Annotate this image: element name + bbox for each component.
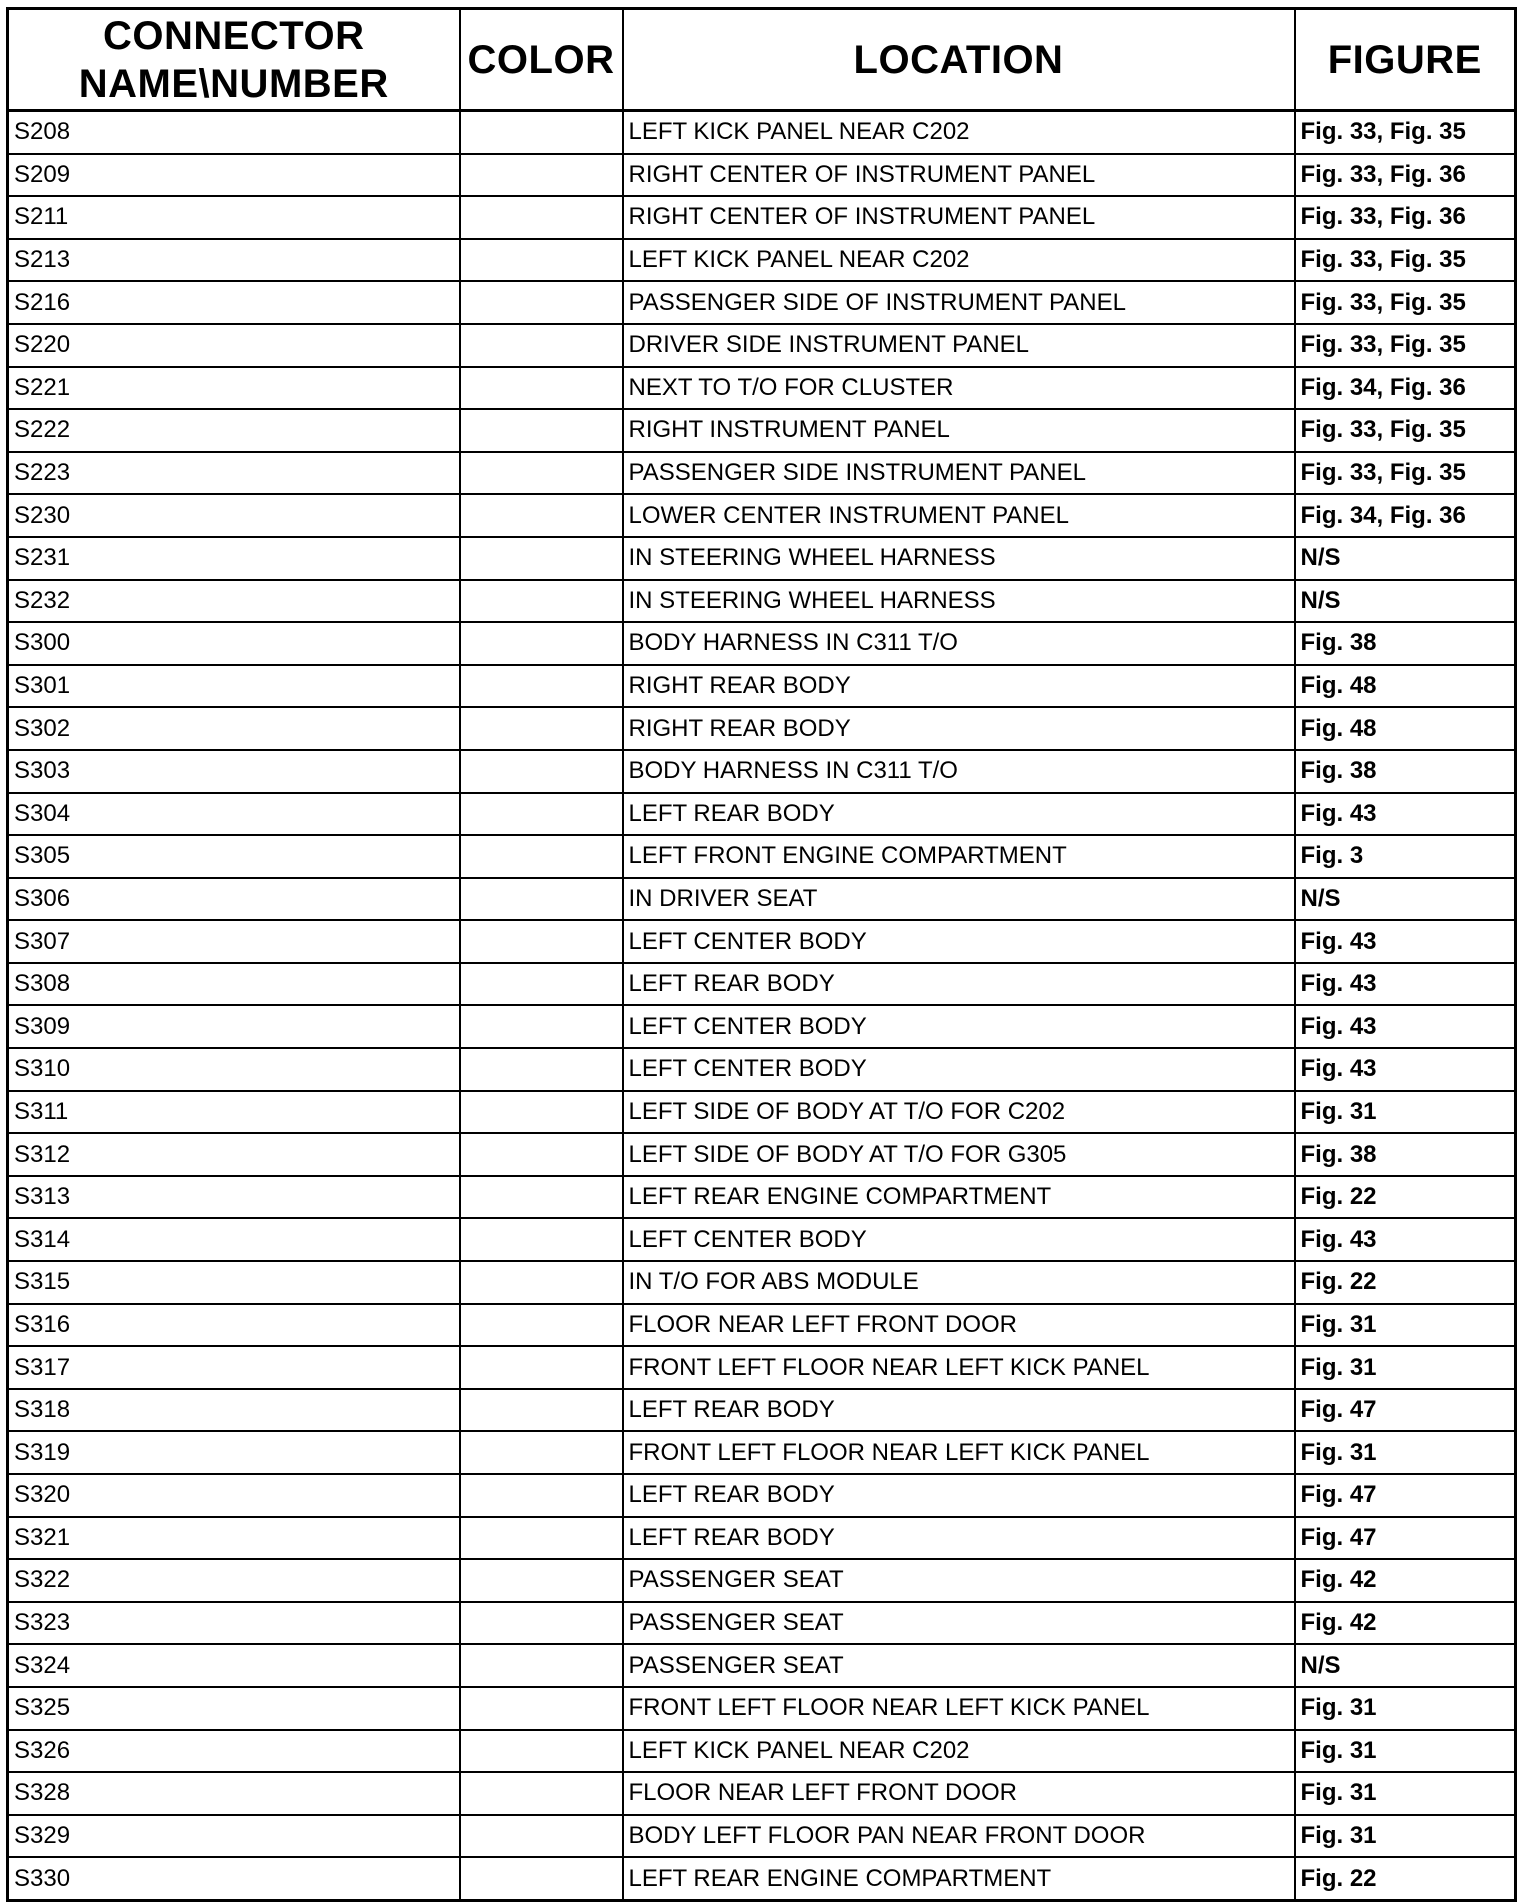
location-cell: PASSENGER SEAT <box>623 1644 1295 1687</box>
location-cell: FLOOR NEAR LEFT FRONT DOOR <box>623 1772 1295 1815</box>
figure-cell: Fig. 31 <box>1295 1304 1516 1347</box>
figure-cell: N/S <box>1295 580 1516 623</box>
figure-cell: Fig. 47 <box>1295 1517 1516 1560</box>
figure-cell: Fig. 22 <box>1295 1176 1516 1219</box>
figure-cell: Fig. 38 <box>1295 622 1516 665</box>
color-cell <box>460 1133 623 1176</box>
connector-name-cell: S303 <box>8 750 460 793</box>
table-row <box>8 452 1516 495</box>
color-cell <box>460 1176 623 1219</box>
figure-cell: Fig. 43 <box>1295 1005 1516 1048</box>
connector-name-cell: S325 <box>8 1687 460 1730</box>
connector-name-cell: S306 <box>8 878 460 921</box>
table-row <box>8 1815 1516 1858</box>
location-cell: LEFT REAR BODY <box>623 1517 1295 1560</box>
color-cell <box>460 793 623 836</box>
location-cell: BODY LEFT FLOOR PAN NEAR FRONT DOOR <box>623 1815 1295 1858</box>
table-row <box>8 409 1516 452</box>
connector-name-cell: S209 <box>8 154 460 197</box>
color-cell <box>460 452 623 495</box>
table-row <box>8 878 1516 921</box>
connector-name-cell: S208 <box>8 111 460 154</box>
color-cell <box>460 1474 623 1517</box>
location-cell: PASSENGER SEAT <box>623 1602 1295 1645</box>
table-row <box>8 324 1516 367</box>
location-cell: LEFT CENTER BODY <box>623 1218 1295 1261</box>
color-cell <box>460 580 623 623</box>
connector-name-cell: S323 <box>8 1602 460 1645</box>
table-row <box>8 1772 1516 1815</box>
table-row <box>8 281 1516 324</box>
table-row <box>8 1687 1516 1730</box>
location-cell: DRIVER SIDE INSTRUMENT PANEL <box>623 324 1295 367</box>
connector-name-cell: S301 <box>8 665 460 708</box>
color-cell <box>460 1389 623 1432</box>
connector-name-cell: S308 <box>8 963 460 1006</box>
table-row <box>8 1133 1516 1176</box>
color-cell <box>460 494 623 537</box>
location-cell: LEFT CENTER BODY <box>623 1005 1295 1048</box>
header-color: COLOR <box>460 9 623 111</box>
location-cell: LEFT KICK PANEL NEAR C202 <box>623 111 1295 154</box>
location-cell: LEFT SIDE OF BODY AT T/O FOR C202 <box>623 1091 1295 1134</box>
location-cell: BODY HARNESS IN C311 T/O <box>623 750 1295 793</box>
connector-name-cell: S213 <box>8 239 460 282</box>
location-cell: RIGHT REAR BODY <box>623 665 1295 708</box>
figure-cell: Fig. 22 <box>1295 1261 1516 1304</box>
table-row <box>8 196 1516 239</box>
connector-name-cell: S305 <box>8 835 460 878</box>
figure-cell: Fig. 48 <box>1295 665 1516 708</box>
connector-name-cell: S328 <box>8 1772 460 1815</box>
location-cell: LEFT SIDE OF BODY AT T/O FOR G305 <box>623 1133 1295 1176</box>
figure-cell: Fig. 31 <box>1295 1772 1516 1815</box>
color-cell <box>460 1730 623 1773</box>
color-cell <box>460 154 623 197</box>
connector-name-cell: S211 <box>8 196 460 239</box>
connector-name-cell: S322 <box>8 1559 460 1602</box>
location-cell: LEFT KICK PANEL NEAR C202 <box>623 239 1295 282</box>
table-header <box>8 9 1516 111</box>
figure-cell: Fig. 42 <box>1295 1602 1516 1645</box>
color-cell <box>460 665 623 708</box>
connector-name-cell: S329 <box>8 1815 460 1858</box>
color-cell <box>460 1517 623 1560</box>
header-row <box>8 9 1516 111</box>
connector-name-cell: S309 <box>8 1005 460 1048</box>
table-row <box>8 494 1516 537</box>
location-cell: FRONT LEFT FLOOR NEAR LEFT KICK PANEL <box>623 1346 1295 1389</box>
color-cell <box>460 1431 623 1474</box>
connector-name-cell: S311 <box>8 1091 460 1134</box>
color-cell <box>460 963 623 1006</box>
figure-cell: Fig. 33, Fig. 35 <box>1295 324 1516 367</box>
location-cell: FLOOR NEAR LEFT FRONT DOOR <box>623 1304 1295 1347</box>
table-row <box>8 537 1516 580</box>
figure-cell: Fig. 33, Fig. 35 <box>1295 281 1516 324</box>
table-row <box>8 1005 1516 1048</box>
figure-cell: Fig. 34, Fig. 36 <box>1295 367 1516 410</box>
table-row <box>8 1730 1516 1773</box>
location-cell: IN T/O FOR ABS MODULE <box>623 1261 1295 1304</box>
figure-cell: Fig. 31 <box>1295 1431 1516 1474</box>
location-cell: RIGHT REAR BODY <box>623 707 1295 750</box>
header-connector-name <box>8 9 460 111</box>
color-cell <box>460 409 623 452</box>
color-cell <box>460 1005 623 1048</box>
location-cell: IN DRIVER SEAT <box>623 878 1295 921</box>
table-row <box>8 1304 1516 1347</box>
figure-cell: Fig. 48 <box>1295 707 1516 750</box>
table-row <box>8 963 1516 1006</box>
location-cell: RIGHT CENTER OF INSTRUMENT PANEL <box>623 154 1295 197</box>
color-cell <box>460 1857 623 1900</box>
connector-name-cell: S320 <box>8 1474 460 1517</box>
color-cell <box>460 1048 623 1091</box>
figure-cell: Fig. 31 <box>1295 1730 1516 1773</box>
color-cell <box>460 1815 623 1858</box>
color-cell <box>460 196 623 239</box>
connector-name-cell: S319 <box>8 1431 460 1474</box>
location-cell: PASSENGER SIDE INSTRUMENT PANEL <box>623 452 1295 495</box>
connector-name-cell: S220 <box>8 324 460 367</box>
header-connector-line2: NAME\NUMBER <box>78 61 389 106</box>
color-cell <box>460 920 623 963</box>
color-cell <box>460 1602 623 1645</box>
figure-cell: Fig. 38 <box>1295 1133 1516 1176</box>
location-cell: PASSENGER SEAT <box>623 1559 1295 1602</box>
table-row <box>8 1389 1516 1432</box>
color-cell <box>460 835 623 878</box>
table-row <box>8 665 1516 708</box>
figure-cell: N/S <box>1295 537 1516 580</box>
connector-name-cell: S312 <box>8 1133 460 1176</box>
table-row <box>8 1431 1516 1474</box>
color-cell <box>460 1687 623 1730</box>
figure-cell: Fig. 34, Fig. 36 <box>1295 494 1516 537</box>
color-cell <box>460 622 623 665</box>
table-row <box>8 835 1516 878</box>
connector-name-cell: S310 <box>8 1048 460 1091</box>
connector-name-cell: S315 <box>8 1261 460 1304</box>
color-cell <box>460 1346 623 1389</box>
connector-name-cell: S231 <box>8 537 460 580</box>
table-row <box>8 580 1516 623</box>
figure-cell: Fig. 47 <box>1295 1389 1516 1432</box>
figure-cell: Fig. 33, Fig. 35 <box>1295 452 1516 495</box>
location-cell: FRONT LEFT FLOOR NEAR LEFT KICK PANEL <box>623 1687 1295 1730</box>
color-cell <box>460 1772 623 1815</box>
table-row <box>8 707 1516 750</box>
figure-cell: Fig. 33, Fig. 36 <box>1295 196 1516 239</box>
connector-name-cell: S216 <box>8 281 460 324</box>
table-row <box>8 1474 1516 1517</box>
color-cell <box>460 1218 623 1261</box>
connector-name-cell: S313 <box>8 1176 460 1219</box>
figure-cell: Fig. 43 <box>1295 793 1516 836</box>
connector-name-cell: S316 <box>8 1304 460 1347</box>
location-cell: IN STEERING WHEEL HARNESS <box>623 580 1295 623</box>
connector-name-cell: S318 <box>8 1389 460 1432</box>
connector-name-cell: S330 <box>8 1857 460 1900</box>
table-row <box>8 154 1516 197</box>
figure-cell: Fig. 43 <box>1295 963 1516 1006</box>
table-row <box>8 1261 1516 1304</box>
location-cell: LEFT KICK PANEL NEAR C202 <box>623 1730 1295 1773</box>
figure-cell: Fig. 43 <box>1295 1218 1516 1261</box>
table-row <box>8 111 1516 154</box>
location-cell: LEFT CENTER BODY <box>623 920 1295 963</box>
location-cell: LEFT REAR BODY <box>623 963 1295 1006</box>
figure-cell: Fig. 43 <box>1295 920 1516 963</box>
figure-cell: Fig. 47 <box>1295 1474 1516 1517</box>
color-cell <box>460 878 623 921</box>
figure-cell: N/S <box>1295 1644 1516 1687</box>
color-cell <box>460 707 623 750</box>
location-cell: BODY HARNESS IN C311 T/O <box>623 622 1295 665</box>
table-row <box>8 1218 1516 1261</box>
table-row <box>8 1048 1516 1091</box>
connector-name-cell: S222 <box>8 409 460 452</box>
table-row <box>8 622 1516 665</box>
location-cell: RIGHT CENTER OF INSTRUMENT PANEL <box>623 196 1295 239</box>
connector-name-cell: S230 <box>8 494 460 537</box>
table-row <box>8 1857 1516 1900</box>
color-cell <box>460 1644 623 1687</box>
location-cell: LEFT FRONT ENGINE COMPARTMENT <box>623 835 1295 878</box>
connector-name-cell: S326 <box>8 1730 460 1773</box>
table-row <box>8 1346 1516 1389</box>
table-row <box>8 1176 1516 1219</box>
table-row <box>8 1602 1516 1645</box>
color-cell <box>460 1304 623 1347</box>
connector-name-cell: S232 <box>8 580 460 623</box>
color-cell <box>460 1091 623 1134</box>
figure-cell: Fig. 33, Fig. 35 <box>1295 239 1516 282</box>
connector-name-cell: S304 <box>8 793 460 836</box>
connector-name-cell: S321 <box>8 1517 460 1560</box>
table-row <box>8 367 1516 410</box>
color-cell <box>460 1261 623 1304</box>
location-cell: LEFT REAR BODY <box>623 1474 1295 1517</box>
connector-name-cell: S221 <box>8 367 460 410</box>
connector-name-cell: S223 <box>8 452 460 495</box>
figure-cell: N/S <box>1295 878 1516 921</box>
table-row <box>8 750 1516 793</box>
color-cell <box>460 750 623 793</box>
location-cell: NEXT TO T/O FOR CLUSTER <box>623 367 1295 410</box>
location-cell: LOWER CENTER INSTRUMENT PANEL <box>623 494 1295 537</box>
color-cell <box>460 281 623 324</box>
connector-name-cell: S314 <box>8 1218 460 1261</box>
table-row <box>8 1091 1516 1134</box>
table-row <box>8 920 1516 963</box>
location-cell: IN STEERING WHEEL HARNESS <box>623 537 1295 580</box>
table-row <box>8 1644 1516 1687</box>
location-cell: RIGHT INSTRUMENT PANEL <box>623 409 1295 452</box>
connector-name-cell: S307 <box>8 920 460 963</box>
table-row <box>8 1517 1516 1560</box>
figure-cell: Fig. 3 <box>1295 835 1516 878</box>
figure-cell: Fig. 31 <box>1295 1687 1516 1730</box>
figure-cell: Fig. 33, Fig. 35 <box>1295 111 1516 154</box>
figure-cell: Fig. 43 <box>1295 1048 1516 1091</box>
connector-name-cell: S300 <box>8 622 460 665</box>
table-row <box>8 1559 1516 1602</box>
color-cell <box>460 324 623 367</box>
color-cell <box>460 367 623 410</box>
color-cell <box>460 239 623 282</box>
color-cell <box>460 111 623 154</box>
color-cell <box>460 537 623 580</box>
figure-cell: Fig. 31 <box>1295 1815 1516 1858</box>
location-cell: FRONT LEFT FLOOR NEAR LEFT KICK PANEL <box>623 1431 1295 1474</box>
location-cell: PASSENGER SIDE OF INSTRUMENT PANEL <box>623 281 1295 324</box>
connector-location-table <box>6 7 1517 1902</box>
location-cell: LEFT CENTER BODY <box>623 1048 1295 1091</box>
color-cell <box>460 1559 623 1602</box>
figure-cell: Fig. 33, Fig. 35 <box>1295 409 1516 452</box>
header-connector-line1: CONNECTOR <box>102 13 365 58</box>
connector-name-cell: S324 <box>8 1644 460 1687</box>
figure-cell: Fig. 42 <box>1295 1559 1516 1602</box>
location-cell: LEFT REAR BODY <box>623 1389 1295 1432</box>
location-cell: LEFT REAR ENGINE COMPARTMENT <box>623 1176 1295 1219</box>
header-location: LOCATION <box>623 9 1295 111</box>
figure-cell: Fig. 22 <box>1295 1857 1516 1900</box>
header-figure: FIGURE <box>1295 9 1516 111</box>
location-cell: LEFT REAR ENGINE COMPARTMENT <box>623 1857 1295 1900</box>
figure-cell: Fig. 31 <box>1295 1346 1516 1389</box>
location-cell: LEFT REAR BODY <box>623 793 1295 836</box>
figure-cell: Fig. 38 <box>1295 750 1516 793</box>
connector-name-cell: S302 <box>8 707 460 750</box>
table-row <box>8 793 1516 836</box>
connector-name-cell: S317 <box>8 1346 460 1389</box>
figure-cell: Fig. 31 <box>1295 1091 1516 1134</box>
table-body <box>8 111 1516 1901</box>
figure-cell: Fig. 33, Fig. 36 <box>1295 154 1516 197</box>
table-row <box>8 239 1516 282</box>
